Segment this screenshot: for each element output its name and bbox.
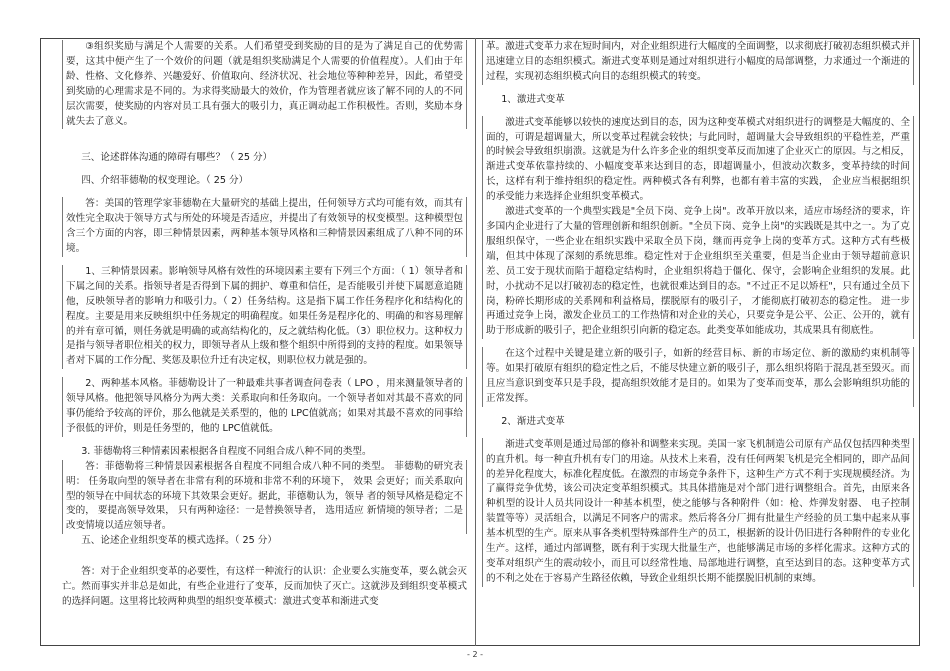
- answer-4-point-3: 3. 菲德勒将三种情素因素根据各自程度不同组合成八种不同的类型。: [81, 445, 372, 457]
- question-5-heading: 五、论述企业组织变革的模式选择。（ 25 分）: [81, 535, 277, 547]
- section-radical-change-heading: 1、激进式变革: [501, 93, 565, 105]
- answer-4-intro: 答：美国的管理学家菲德勒在大量研究的基础上提出，任何领导方式均可能有效，而其有效性完全取决于领导方式与所处的环境是否适应，并提出了有效领导的权变模型。这种模型包含三个方面的内容，即三种情景因素，两种基本领导风格和三种情景因素组成了八种不同的环境。: [62, 197, 467, 257]
- paragraph-radical-change: 激进式变革能够以较快的速度达到目的态，因为这种变革模式对组织进行的调整是大幅度的、全面的，可谓是超调量大，所以变革过程就会较快；与此同时，超调量大会导致组织的平稳性差，严重的时候会导致组织崩溃。这就是为什么许多企业的组织变革反而加速了企业灭亡的原因。与之相反，渐进式变革依靠持续的、小幅度变革来达到目的态，即超调量小，但波动次数多，变革持续的时间长，这样有利于维持组织的稳定性。两种模式各有利弊，也都有着丰富的实践， 企业应当根据组织的承受能力来选择企业组织变革模式。: [482, 116, 914, 205]
- answer-4-eight-types: 答：菲德勒将三种情景因素根据各自程度不同组合成八种不同的类型。 菲德勒的研究表明： 任务取向型的领导者在非常有利的环境和非常不利的环境下， 效果 会更好；而关系取向型的领导在中间状态的环境下其效果会更好。据此，菲德勒认为，领导 者的领导风格是稳定不变的， 要提高领导效果， 只有两种途径：一是替换领导者， 选用适应 新情境的领导者；二是改变情境以适应领导者。: [62, 460, 467, 535]
- question-4-heading: 四、介绍菲德勒的权变理论。（ 25 分）: [81, 175, 249, 187]
- paragraph-new-attractor: 在这个过程中关键是建立新的吸引子，如新的经营目标、新的市场定位、新的激励约束机制等等。如果打破原有组织的稳定性之后，不能尽快建立新的吸引子，那么组织将陷于混乱甚至毁灭。而且应当意识到变革只是手段，提高组织效能才是目的。如果为了变革而变革，那么会影响组织功能的正常发挥。: [482, 347, 914, 407]
- right-column: [482, 40, 914, 587]
- answer-5-continued: 革。激进式变革力求在短时间内，对企业组织进行大幅度的全面调整，以求彻底打破初态组织模式并迅速建立目的态组织模式。渐进式变革则是通过对组织进行小幅度的局部调整，力求通过一个渐进的过程，实现初态组织模式向目的态组织模式的转变。: [482, 40, 914, 85]
- paragraph-full-layoff-practice: 激进式变革的一个典型实践是"全员下岗、竞争上岗"。改革开放以来，适应市场经济的要求，许多国内企业进行了大量的管理创新和组织创新。"全员下岗、竞争上岗"的实践既是其中之一。为了克服组织保守，一些企业在组织实践中采取全员下岗，继而再竞争上岗的变革方式。这种方式有些极端，但其中体现了深刻的系统思维。稳定性对于企业组织至关重要，但是当企业由于领导超前意识差、员工安于现状而陷于超稳定结构时，企业组织将趋于僵化、保守，会影响企业组织的发展。此时，小扰动不足以打破初态的稳定性，也就很难达到目的态。"不过正不足以矫枉"，只有通过全员下岗，粉碎长期形成的关系网和利益格局，摆脱原有的吸引子， 才能彻底打破初态的稳定性。 进一步再通过竞争上岗，激发企业员工的工作热情和对企业的关心，只要竞争是公平、公正、公开的，就有助于形成新的吸引子，把企业组织引向新的稳定态。此类变革如能成功，其成果具有彻底性。: [482, 205, 914, 339]
- answer-4-situational-factors: 1、三种情景因素。影响领导风格有效性的环境因素主要有下列三个方面：（ 1）领导者和下属之间的关系。指领导者是否得到下属的拥护、尊重和信任，是否能吸引并使下属愿意追随他，反映领导者的影响力和吸引力。（ 2）任务结构。这是指下属工作任务程序化和结构化的程度。主要是用来反映组织中任务规定的明确程度。如果任务是程序化的、明确的和容易理解的并有章可循，则任务就是明确的或高结构化的，反之就结构化低。（3）职位权力。这种权力是指与领导者职位相关的权力，即领导者从上级和整个组织中所得到的支持的程度。如果领导者对下属的工作分配、奖惩及职位升迁有决定权，则职位权力就是强的。: [62, 265, 467, 369]
- question-3-heading: 三、论述群体沟通的障碍有哪些？（ 25 分）: [81, 152, 273, 164]
- answer-5-intro: 答：对于企业组织变革的必要性，有这样一种流行的认识：企业要么实施变革，要么就会灭亡。然而事实并非总是如此，有些企业进行了变革，反而加快了灭亡。这就涉及到组织变革模式的选择问题。这里将比较两种典型的组织变革模式：激进式变革和渐进式变: [62, 566, 467, 607]
- left-column: [62, 40, 467, 610]
- paragraph-reward-needs: ③组织奖励与满足个人需要的关系。人们希望受到奖励的目的是为了满足自己的优势需要，这其中便产生了一个效价的问题（就是组织奖励满足个人需要的价值程度）。人们由于年龄、性格、文化修养、兴趣爱好、价值取向、经济状况、社会地位等种种差异，因此，希望受到奖励的心理需求是不同的。为求得奖励最大的效价，作为管理者就应该了解不同的人的不同层次需要，使奖励的内容对员工具有强大的吸引力，真正调动起工作积极性。否则，奖励本身就失去了意义。: [62, 40, 467, 129]
- answer-4-leadership-styles: 2、两种基本风格。菲德勒设计了一种最难共事者调查问卷表（ LPO ，用来测量领导者的领导风格。他把领导风格分为两大类：关系取向和任务取向。一个领导者如对其最不喜欢的同事仍能给予较高的评价，那么他就是关系型的，他的 LPC值就高；如果对其最不喜欢的同事给予很低的评价，则是任务型的，他的 LPC值就低。: [62, 377, 467, 437]
- section-gradual-change-heading: 2、渐进式变革: [501, 415, 565, 427]
- paragraph-gradual-change: 渐进式变革则是通过局部的修补和调整来实现。美国一家飞机制造公司原有产品仅包括四种类型的直升机。每一种直升机有专门的用途。从技术上来看，没有任何两架飞机是完全相同的，即产品间的差异化程度大，标准化程度低。在激烈的市场竞争条件下，这种生产方式不利于实现规模经济。为了赢得竞争优势，该公司决定变革组织模式。其具体措施是对个部门进行调整组合。首先，由原来各种机型的设计人员共同设计一种基本机型，使之能够与各种附件（如：枪、炸弹发射器、 电子控制装置等等）灵活组合，以满足不同客户的需求。然后将各分厂拥有批量生产经验的员工集中起来从事基本机型的生产。原来从事各类机型特殊部件生产的员工，根据新的设计仍旧进行各种附件的专业化生产。这样，通过内部调整，既有利于实现大批量生产，也能够满足市场的多样化需求。这种方式的变革对组织产生的震动较小，而且可以经常性地、局部地进行调整，直至达到目的态。这种变革方式的不利之处在于容易产生路径依赖，导致企业组织长期不能摆脱旧机制的束缚。: [482, 438, 914, 587]
- page-number: - 2 -: [467, 650, 483, 659]
- column-divider: [475, 38, 476, 646]
